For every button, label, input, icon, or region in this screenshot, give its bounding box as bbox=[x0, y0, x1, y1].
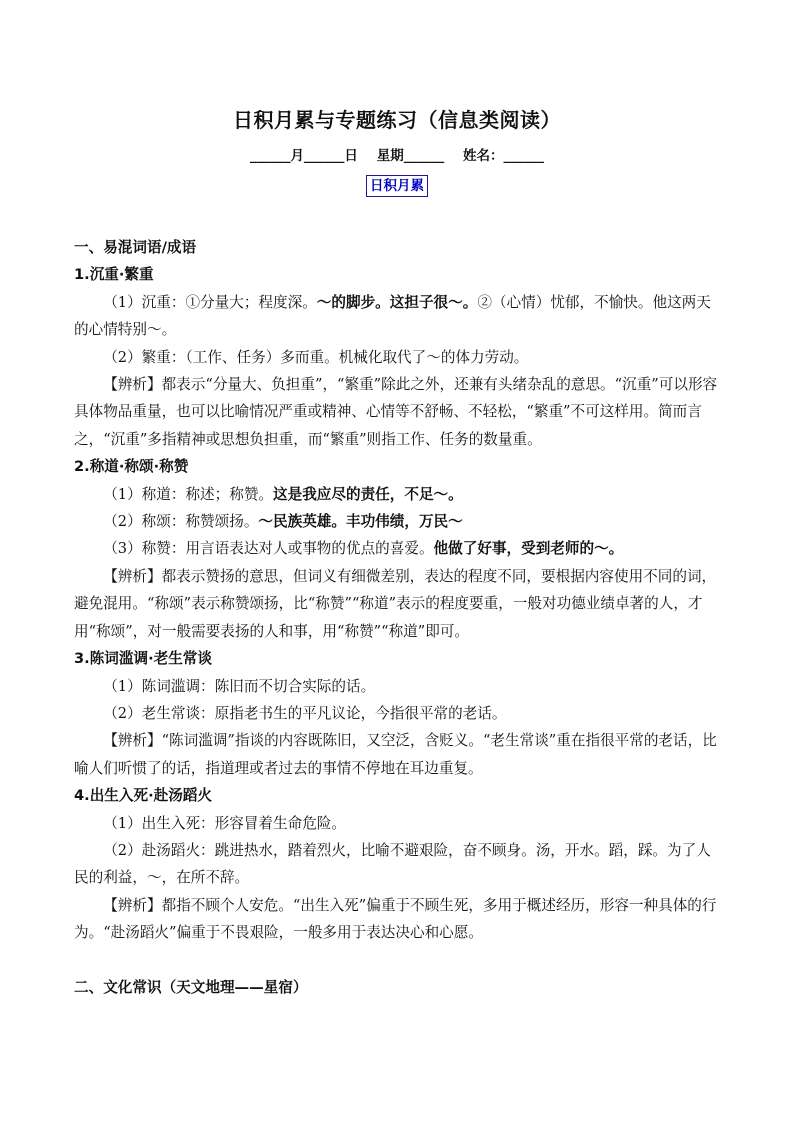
analysis-paragraph: 【辨析】“陈词滥调”指谈的内容既陈旧，又空泛，含贬义。“老生常谈”重在指很平常的老话，比喻人们听惯了的话，指道理或者过去的事情不停地在耳边重复。 bbox=[74, 732, 717, 777]
date-name-line: ______月______日 星期______ 姓名：______ bbox=[249, 148, 545, 164]
definition-item: （1）沉重：①分量大；程度深。～的脚步。这担子很～。②（心情）忧郁，不愉快。他这两天的心情特别～。 bbox=[74, 293, 711, 339]
example-text: ～的脚步。这担子很～。 bbox=[316, 293, 478, 311]
definition-item: （2）老生常谈：原指老书生的平凡议论，今指很平常的老话。 bbox=[103, 704, 507, 722]
definition-item: （2）称颂：称赞颂扬。～民族英雄。丰功伟绩，万民～ bbox=[103, 513, 463, 531]
definition-item: （1）出生入死：形容冒着生命危险。 bbox=[103, 814, 346, 832]
example-text: 他做了好事，受到老师的～。 bbox=[433, 540, 624, 558]
definition-item: （3）称赞：用言语表达对人或事物的优点的喜爱。他做了好事，受到老师的～。 bbox=[103, 540, 624, 558]
section-badge: 日积月累 bbox=[366, 175, 428, 197]
section-heading: 一、易混词语/成语 bbox=[74, 239, 197, 256]
group-title: 2.称道·称颂·称赞 bbox=[74, 458, 189, 476]
definition-item: （1）陈词滥调：陈旧而不切合实际的话。 bbox=[103, 677, 376, 695]
section-heading: 二、文化常识（天文地理——星宿） bbox=[74, 978, 308, 996]
group-title: 3.陈词滥调·老生常谈 bbox=[74, 650, 212, 668]
definition-item: （2）赴汤蹈火：跳进热水，踏着烈火，比喻不避艰险，奋不顾身。汤，开水。蹈，踩。为了人民的利益，～，在所不辞。 bbox=[74, 841, 711, 887]
analysis-paragraph: 【辨析】都指不顾个人安危。“出生入死”偏重于不顾生死，多用于概述经历，形容一种具体的行为。“赴汤蹈火”偏重于不畏艰险，一般多用于表达决心和心愿。 bbox=[74, 896, 717, 942]
analysis-paragraph: 【辨析】都表示赞扬的意思，但词义有细微差别，表达的程度不同，要根据内容使用不同的词，避免混用。“称颂”表示称赞颂扬，比“称赞”“称道”表示的程度要重，一般对功德业绩卓著的人，才用“称颂”，对一般需要表扬的人和事，用“称赞”“称道”即可。 bbox=[74, 567, 717, 640]
main-content bbox=[74, 234, 724, 1001]
page-title: 日积月累与专题练习（信息类阅读） bbox=[233, 108, 561, 132]
group-title: 4.出生入死·赴汤蹈火 bbox=[74, 787, 212, 805]
definition-item: （1）称道：称述；称赞。这是我应尽的责任，不足～。 bbox=[103, 485, 463, 503]
example-text: 这是我应尽的责任，不足～。 bbox=[273, 485, 463, 503]
definition-item: （2）繁重：（工作、任务）多而重。机械化取代了～的体力劳动。 bbox=[103, 348, 529, 366]
group-title: 1.沉重·繁重 bbox=[74, 266, 154, 284]
example-text: ～民族英雄。丰功伟绩，万民～ bbox=[258, 513, 463, 531]
analysis-paragraph: 【辨析】都表示“分量大、负担重”，“繁重”除此之外，还兼有头绪杂乱的意思。“沉重”可以形容具体物品重量，也可以比喻情况严重或精神、心情等不舒畅、不轻松，“繁重”不可这样用。简而言之，“沉重”多指精神或思想负担重，而“繁重”则指工作、任务的数量重。 bbox=[74, 376, 718, 448]
